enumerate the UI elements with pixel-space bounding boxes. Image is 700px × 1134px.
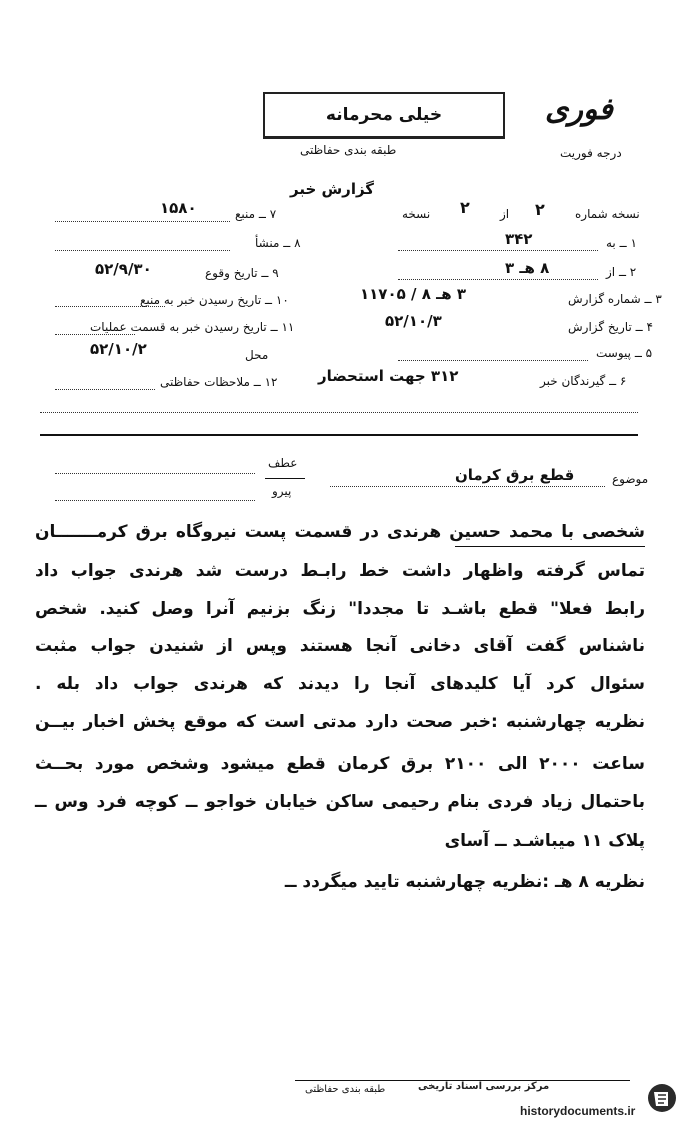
ref-atf: عطف	[268, 456, 298, 470]
security-notes-line	[55, 389, 155, 390]
origin-label: ۸ ــ منشأ	[255, 236, 301, 250]
place-label: محل	[245, 348, 269, 362]
subject-line	[330, 486, 605, 487]
body-line: نظریه چهارشنبه :خبر صحت دارد مدتی است که موقع پخش اخبار بیــن	[35, 712, 645, 732]
body-line: شخصی با محمد حسین هرندی در قسمت پست نیروگاه برق کرمـــــــان	[35, 522, 645, 542]
attachment-label: ۵ ــ پیوست	[596, 346, 653, 360]
report-date-label: ۴ ــ تاریخ گزارش	[568, 320, 653, 334]
body-line: رابط فعلا" قطع باشـد تا مجددا" زنگ بزنیم آنرا وصل کنید. شخص	[35, 599, 645, 619]
body-underline	[455, 546, 645, 547]
body-line: باحتمال زیاد فردی بنام رحیمی ساکن خیابان خواجو ــ کوچه فرد وس ــ	[35, 792, 645, 812]
copy-number-value: ۲	[535, 200, 545, 219]
report-no-value: ۳ هـ ۸ / ۱۱۷۰۵	[360, 285, 467, 303]
event-date-label: ۹ ــ تاریخ وقوع	[205, 266, 279, 280]
watermark-url: historydocuments.ir	[520, 1104, 636, 1118]
body-line-short: پلاک ۱۱ میباشـد ــ آسای	[444, 831, 645, 851]
body-line: سئوال کرد آیا کلیدهای آنجا را دیدند که هرندی جواب داد بله .	[35, 674, 645, 694]
to-value: ۳۴۲	[505, 230, 533, 248]
from-line	[398, 279, 598, 280]
subject-label: موضوع	[612, 472, 649, 486]
receipt-source-label: ۱۰ ــ تاریخ رسیدن خبر به منبع	[140, 293, 289, 307]
watermark-title: مرکز بررسی اسناد تاریخی	[418, 1081, 550, 1092]
receipt-ops-line	[55, 334, 135, 335]
place-value: ۵۲/۱۰/۲	[90, 340, 147, 358]
origin-line	[55, 250, 230, 251]
ref-atf-line	[55, 473, 255, 474]
source-label: ۷ ــ منبع	[235, 207, 277, 221]
body-line: ساعت ۲۰۰۰ الی ۲۱۰۰ برق کرمان قطع میشود وشخص مورد بحــث	[35, 754, 646, 774]
header-dotted-line	[40, 412, 638, 413]
security-notes-label: ۱۲ ــ ملاحظات حفاظتی	[160, 375, 278, 389]
to-line	[398, 250, 598, 251]
classification-stamp	[263, 92, 505, 139]
report-date-value: ۵۲/۱۰/۳	[385, 312, 442, 330]
from-label: ۲ ــ از	[606, 265, 637, 279]
copies-value: ۲	[460, 198, 470, 217]
ref-divider	[265, 478, 305, 479]
recipients-label: ۶ ــ گیرندگان خبر	[540, 374, 627, 388]
classification-label: طبقه بندی حفاظتی	[300, 143, 397, 157]
ref-peyro-line	[55, 500, 255, 501]
urgency-handwritten: فوری	[545, 92, 613, 127]
header-separator-line	[40, 434, 638, 436]
from-value: ۸ هـ ۳	[505, 259, 550, 277]
report-no-label: ۳ ــ شماره گزارش	[568, 292, 662, 306]
body-line-short: نظریه ۸ هـ :نظریه چهارشنبه تایید میگردد ــ	[284, 872, 645, 892]
body-line: تماس گرفته واظهار داشت خط رابـط درست شد هرندی جواب داد	[35, 561, 645, 581]
ref-peyro: پیرو	[272, 484, 292, 498]
urgency-label: درجه فوریت	[560, 146, 622, 160]
footer-classification-label: طبقه بندی حفاظتی	[305, 1084, 386, 1095]
receipt-ops-label: ۱۱ ــ تاریخ رسیدن خبر به قسمت عملیات	[90, 320, 295, 334]
body-line: ناشناس گفت آقای دخانی آنجا هستند وپس از شنیدن جواب مثبت	[35, 636, 645, 656]
attachment-line	[398, 360, 588, 361]
of-label: از	[500, 207, 510, 221]
subject-value: قطع برق کرمان	[455, 466, 575, 484]
copy-number-label: نسخه شماره	[575, 207, 640, 221]
source-line	[55, 221, 230, 222]
form-title: گزارش خبر	[290, 180, 375, 198]
classification-stamp-text: خیلی محرمانه	[325, 105, 443, 125]
to-label: ۱ ــ به	[606, 236, 637, 250]
source-value: ۱۵۸۰	[160, 199, 197, 217]
recipients-value: ۳۱۲ جهت استحضار	[318, 367, 459, 385]
copies-label: نسخه	[402, 207, 431, 221]
event-date-value: ۵۲/۹/۳۰	[95, 260, 152, 278]
